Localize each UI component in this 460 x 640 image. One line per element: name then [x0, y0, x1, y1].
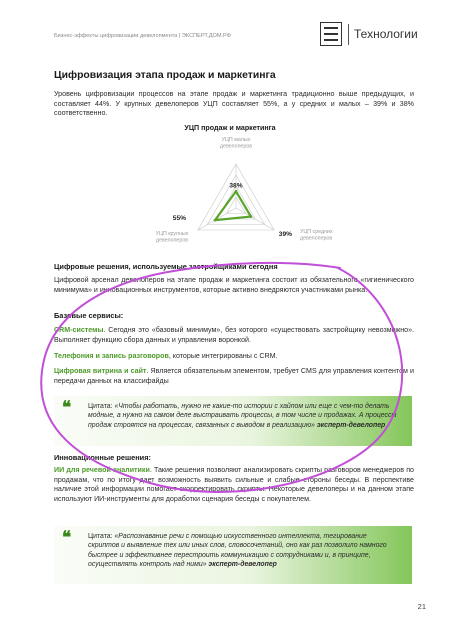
basic-item-telephony	[54, 352, 414, 362]
basic-item-crm	[54, 326, 414, 345]
radar-series	[215, 191, 251, 220]
basic-item-crm-term: CRM-системы	[54, 326, 104, 334]
quote-block-1	[54, 396, 412, 446]
page-number: 21	[417, 602, 426, 611]
radar-value-label-0: 38%	[229, 182, 243, 190]
quote-block-2	[54, 526, 412, 584]
innovative-term: ИИ для речевой аналитики	[54, 466, 150, 474]
innovative-text: . Такие решения позволяют анализировать скрипты разговоров менеджеров по продажам, что по итогу дает возможность выявить сильные и слабые стороны беседы. В перспективе наличие этой информации помогает скорректировать скрипты. Некоторые девелоперы и на данном этапе используют ИИ-инструменты для доработки сценария беседы с покупателем.	[54, 466, 414, 503]
basic-services-heading: Базовые сервисы:	[54, 311, 124, 320]
logo-section-label: Технологии	[354, 27, 418, 41]
quote-text-1	[88, 402, 398, 430]
innovative-paragraph	[54, 466, 414, 504]
basic-item-website-text: . Является обязательным элементом, требует CMS для управления контентом и передачи данных на классифайды	[54, 367, 414, 385]
radar-point-2	[214, 219, 217, 222]
dom-rf-logo-mark	[320, 22, 342, 46]
intro-paragraph: Уровень цифровизации процессов на этапе продаж и маркетинга традиционно выше предыдущих, и составляет 44%. У крупных девелоперов УЦП составляет 55%, а у средних и малых – 39% и 38% соответственно.	[54, 90, 414, 118]
radar-point-1	[249, 215, 252, 218]
quote-author-1: эксперт-девелопер	[316, 421, 386, 429]
quote-body-1: «Чтобы работать, нужно не какие-то истории с хайпом или еще с чем-то делать модные, а нужно на самом деле выстраивать процессы, в том числе и продажах. А процессы продаж строятся на процессах, связанных с выводом в реализацию»	[88, 403, 397, 429]
radar-axis-label-1: УЦП средних девелоперов	[300, 229, 333, 242]
quote-lead-2: Цитата:	[88, 533, 115, 540]
basic-item-crm-text: . Сегодня это «базовый минимум», без которого «существовать застройщику невозможно». Выполняет функцию сбора данных и управления воронкой.	[54, 326, 414, 344]
radar-axis-label-0: УЦП малых девелоперов	[219, 137, 253, 150]
quote-lead-1: Цитата:	[88, 403, 115, 410]
quote-icon: ❝	[62, 528, 72, 548]
innovative-heading: Инновационные решения:	[54, 453, 151, 462]
radar-point-0	[235, 190, 238, 193]
dom-rf-logo	[320, 22, 430, 50]
radar-axis-label-2: УЦП крупных девелоперов	[155, 231, 189, 244]
quote-icon: ❝	[62, 398, 72, 418]
section-title: Цифровизация этапа продаж и маркетинга	[54, 70, 276, 81]
basic-item-telephony-text: , которые интегрированы с CRM.	[168, 352, 278, 360]
solutions-heading: Цифровые решения, используемые застройщиками сегодня	[54, 262, 278, 271]
quote-text-2	[88, 532, 398, 570]
chart-title: УЦП продаж и маркетинга	[184, 124, 276, 132]
quote-body-2: «Распознавание речи с помощью искусственного интеллекта, тегирование скриптов и выявление тех или иных слов, словосочетаний, оно как раз позволило намного быстрее и эффективнее перестроить коммуникацию с сотрудниками и, в принципе, осуществлять контроль над ними»	[88, 533, 387, 569]
solutions-paragraph: Цифровой арсенал девелоперов на этапе продаж и маркетинга состоит из обязательного «гигиенического минимума» и инновационных инструментов, которые активно внедряются участниками рынка.	[54, 276, 414, 294]
basic-item-website-term: Цифровая витрина и сайт	[54, 367, 147, 375]
basic-item-website	[54, 367, 414, 386]
logo-separator	[348, 24, 349, 45]
quote-author-2: эксперт-девелопер	[208, 561, 277, 569]
radar-value-label-2: 55%	[172, 215, 186, 222]
running-header: Бизнес-эффекты цифровизации девелопмента | ЭКСПЕРТ.ДОМ.РФ	[54, 33, 231, 39]
radar-value-label-1: 39%	[278, 231, 292, 238]
radar-chart	[150, 134, 333, 246]
basic-item-telephony-term: Телефония и запись разговоров	[54, 352, 169, 360]
